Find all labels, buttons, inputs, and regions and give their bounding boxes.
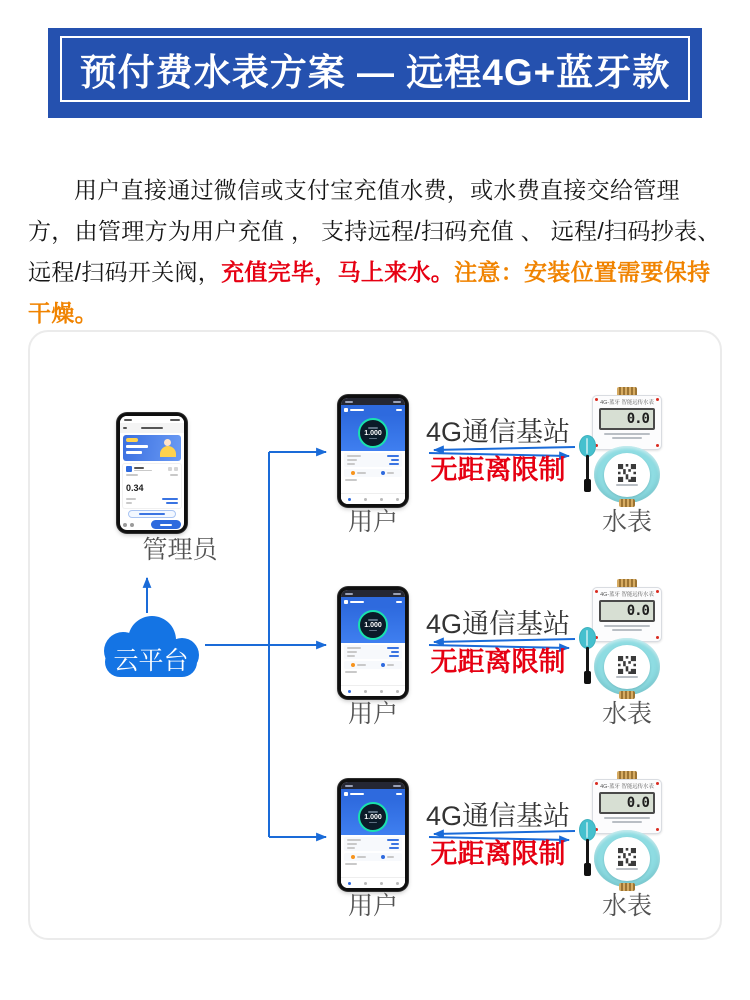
diagram-row-3 bbox=[30, 716, 720, 1000]
balance-gauge bbox=[341, 607, 405, 643]
qr-code bbox=[618, 464, 636, 482]
gauge-ring bbox=[358, 610, 388, 640]
user-phone-screen bbox=[341, 590, 405, 696]
balance-value: 1.000 bbox=[364, 621, 382, 629]
lcd-reading: 0.0 bbox=[626, 411, 649, 427]
antenna-cable bbox=[586, 647, 589, 673]
user-phone bbox=[338, 395, 408, 507]
meter-body bbox=[594, 446, 660, 503]
antenna-plug bbox=[584, 671, 591, 684]
user-phone-screen bbox=[341, 398, 405, 504]
scan-icon bbox=[381, 471, 385, 475]
balance-value: 1.000 bbox=[364, 813, 382, 821]
gauge-ring bbox=[358, 418, 388, 448]
antenna-cable bbox=[586, 455, 589, 481]
meter-face bbox=[604, 645, 650, 689]
usage-card bbox=[344, 453, 402, 467]
qr-code bbox=[618, 656, 636, 674]
user-phone bbox=[338, 587, 408, 699]
status-bar bbox=[341, 782, 405, 789]
balance-value: 1.000 bbox=[364, 429, 382, 437]
meter-head bbox=[592, 395, 662, 450]
user-label: 用户 bbox=[347, 508, 398, 536]
intro-text-black: 用户直接通过微信或支付宝充值水费，或水费直接交给管理方，由管理方为用户充值 ， 支持远程/扫码充值 、 远程/扫码抄表、 远程/扫码开关阀， bbox=[28, 177, 721, 285]
recharge-icon bbox=[351, 663, 355, 667]
antenna-cap bbox=[579, 627, 596, 649]
admin-balance-value: 0.34 bbox=[126, 483, 144, 493]
app-header bbox=[341, 597, 405, 607]
link-note: 无距离限制 bbox=[430, 647, 566, 677]
balance-gauge bbox=[341, 415, 405, 451]
meter-head bbox=[592, 587, 662, 642]
status-bar bbox=[341, 398, 405, 405]
meter-title: 4G-蓝牙 智能远传水表 bbox=[600, 400, 654, 406]
scan-icon bbox=[381, 855, 385, 859]
antenna-cable bbox=[586, 839, 589, 865]
bottom-nav bbox=[341, 685, 405, 696]
lcd-display bbox=[599, 408, 655, 430]
nav-home-icon bbox=[348, 690, 351, 693]
banner-frame bbox=[60, 36, 690, 102]
nav-icon bbox=[364, 498, 367, 501]
usage-card bbox=[344, 645, 402, 659]
architecture-diagram bbox=[28, 330, 722, 940]
action-buttons bbox=[344, 661, 402, 669]
user-label: 用户 bbox=[347, 700, 398, 728]
screw bbox=[656, 828, 659, 831]
pipe-fitting-bottom bbox=[619, 499, 635, 507]
user-phone bbox=[338, 779, 408, 891]
nav-icon bbox=[364, 882, 367, 885]
antenna-cap bbox=[579, 435, 596, 457]
nav-icon bbox=[396, 882, 399, 885]
link-label: 4G通信基站 bbox=[425, 609, 571, 639]
intro-paragraph bbox=[28, 170, 724, 334]
app-header bbox=[341, 789, 405, 799]
meter-label: 水表 bbox=[601, 700, 652, 728]
water-meter bbox=[584, 387, 669, 507]
meter-title: 4G-蓝牙 智能远传水表 bbox=[600, 784, 654, 790]
antenna-cap bbox=[579, 819, 596, 841]
link-label: 4G通信基站 bbox=[425, 417, 571, 447]
meter-head bbox=[592, 779, 662, 834]
intro-text-orange: 注意：安装位置需要保持干燥。 bbox=[28, 259, 711, 326]
meter-face bbox=[604, 453, 650, 497]
nav-icon bbox=[380, 690, 383, 693]
link-note: 无距离限制 bbox=[430, 455, 566, 485]
status-bar bbox=[341, 590, 405, 597]
meter-title: 4G-蓝牙 智能远传水表 bbox=[600, 592, 654, 598]
meter-face bbox=[604, 837, 650, 881]
lcd-reading: 0.0 bbox=[626, 603, 649, 619]
gauge-ring bbox=[358, 802, 388, 832]
qr-code bbox=[618, 848, 636, 866]
nav-icon bbox=[396, 690, 399, 693]
lcd-reading: 0.0 bbox=[626, 795, 649, 811]
meter-body bbox=[594, 830, 660, 887]
intro-text-red: 充值完毕，马上来水。 bbox=[221, 259, 455, 285]
app-header bbox=[341, 405, 405, 415]
link-note: 无距离限制 bbox=[430, 839, 566, 869]
cloud-label: 云平台 bbox=[113, 647, 189, 675]
user-label: 用户 bbox=[347, 892, 398, 920]
recharge-icon bbox=[351, 471, 355, 475]
meter-label: 水表 bbox=[601, 508, 652, 536]
admin-label: 管理员 bbox=[142, 536, 218, 564]
user-phone-screen bbox=[341, 782, 405, 888]
lcd-display bbox=[599, 792, 655, 814]
bottom-nav bbox=[341, 493, 405, 504]
nav-icon bbox=[396, 498, 399, 501]
recharge-icon bbox=[351, 855, 355, 859]
usage-card bbox=[344, 837, 402, 851]
nav-icon bbox=[380, 882, 383, 885]
screw bbox=[656, 636, 659, 639]
link-label: 4G通信基站 bbox=[425, 801, 571, 831]
scan-icon bbox=[381, 663, 385, 667]
page-title: 预付费水表方案 — 远程4G+蓝牙款 bbox=[79, 52, 671, 93]
antenna-plug bbox=[584, 863, 591, 876]
water-meter bbox=[584, 771, 669, 891]
meter-label: 水表 bbox=[601, 892, 652, 920]
nav-icon bbox=[364, 690, 367, 693]
screw bbox=[656, 444, 659, 447]
lcd-display bbox=[599, 600, 655, 622]
pipe-fitting-bottom bbox=[619, 883, 635, 891]
pipe-fitting-bottom bbox=[619, 691, 635, 699]
action-buttons bbox=[344, 853, 402, 861]
nav-home-icon bbox=[348, 882, 351, 885]
balance-gauge bbox=[341, 799, 405, 835]
nav-icon bbox=[380, 498, 383, 501]
nav-home-icon bbox=[348, 498, 351, 501]
action-buttons bbox=[344, 469, 402, 477]
title-banner bbox=[48, 28, 702, 118]
water-meter bbox=[584, 579, 669, 699]
antenna-plug bbox=[584, 479, 591, 492]
bottom-nav bbox=[341, 877, 405, 888]
meter-body bbox=[594, 638, 660, 695]
